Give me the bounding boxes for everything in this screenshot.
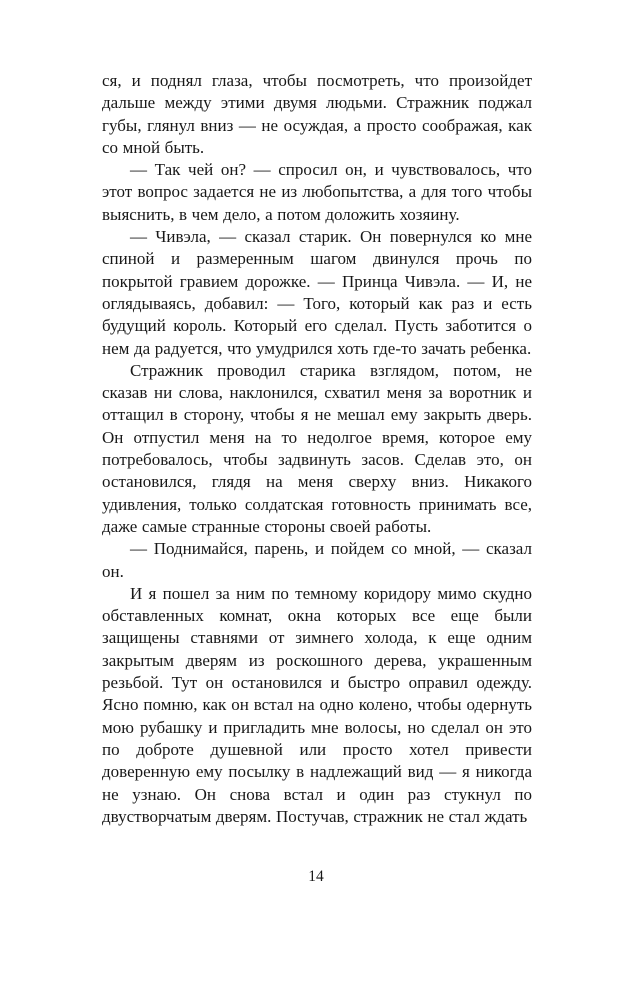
paragraph: — Чивэла, — сказал старик. Он повернулся ко мне спиной и размеренным шагом двинулся прочь по покрытой гравием дорожке. — Принца Чивэла. — И, не оглядываясь, добавил: — Того, который как раз и есть будущий король. Который его сделал. Пусть заботится о нем да радуется, что умудрился хоть где-то зачать ребенка. (102, 227, 532, 358)
page-number: 14 (308, 868, 324, 885)
paragraph: — Так чей он? — спросил он, и чувствовалось, что этот вопрос задается не из любопытства, а для того чтобы выяснить, в чем дело, а потом доложить хозяину. (102, 160, 532, 224)
paragraph: И я пошел за ним по темному коридору мимо скудно обставленных комнат, окна которых все еще были защищены ставнями от зимнего холода, к еще одним закрытым дверям из роскошного дерева, украшенным резьбой. Тут он остановился и быстро оправил одежду. Ясно помню, как он встал на одно колено, чтобы одернуть мою рубашку и пригладить мне волосы, но сделал он это по доброте душевной или просто хотел привести доверенную ему посылку в надлежащий вид — я никогда не узнаю. Он снова встал и один раз стукнул по двустворчатым дверям. Постучав, стражник не стал ждать (102, 583, 532, 826)
paragraph: Стражник проводил старика взглядом, потом, не сказав ни слова, наклонился, схватил меня за воротник и оттащил в сторону, чтобы я не мешал ему закрыть дверь. Он отпустил меня на то недолгое время, которое ему потребовалось, чтобы задвинуть засов. Сделав это, он остановился, глядя на меня сверху вниз. Никакого удивления, только солдатская готовность принимать все, даже самые странные стороны своей работы. (102, 360, 532, 536)
page-text (102, 70, 532, 828)
paragraph: — Поднимайся, парень, и пойдем со мной, — сказал он. (102, 539, 532, 581)
paragraph: ся, и поднял глаза, чтобы посмотреть, что произойдет дальше между этими двумя людьми. Стражник поджал губы, глянул вниз — не осуждая, а просто соображая, как со мной быть. (102, 71, 532, 157)
